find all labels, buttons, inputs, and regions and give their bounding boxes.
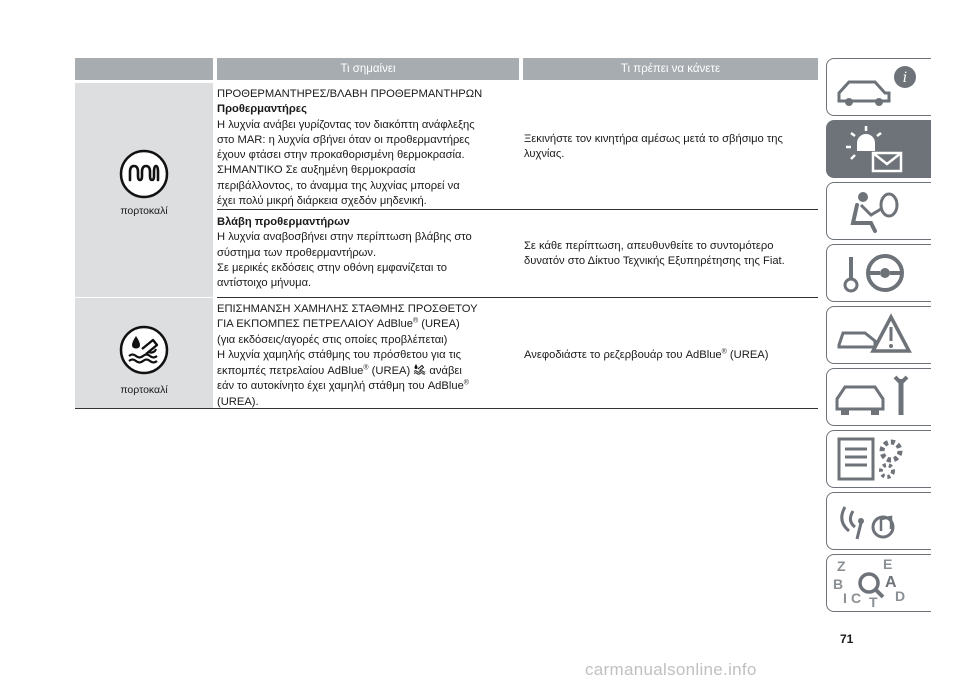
meaning-text: ΕΠΙΣΗΜΑΝΣΗ ΧΑΜΗΛΗΣ ΣΤΑΘΜΗΣ ΠΡΟΣΘΕΤΟΥ ΓΙΑ ΕΚΠΟΜΠΕΣ ΠΕΤΡΕΛΑΙΟΥ AdBlue® (UREA) (για εκδόσεις/αγορές στις οποίες προβλέπεται) Η λυχνία χαμηλής στάθμης του πρόσθετου για τις εκπομπές πετρελαίου AdBlue® (UREA) ανάβει εάν το αυτοκίνητο έχει χαμηλή στάθμη του AdBlue® (UREA). — [217, 303, 478, 408]
tab-warning-lights[interactable] — [826, 120, 931, 178]
technical-data-icon — [827, 431, 931, 487]
car-wrench-icon — [827, 369, 931, 425]
action-text: Ξεκινήστε τον κινητήρα αμέσως μετά το σβήσιμο της λυχνίας. — [524, 133, 783, 161]
table-row-adblue — [75, 298, 818, 408]
adblue-inline-icon — [413, 363, 426, 375]
tab-maintenance[interactable] — [826, 368, 931, 426]
action-text: Σε κάθε περίπτωση, απευθυνθείτε το συντομότερο δυνατόν στο Δίκτυο Τεχνικής Εξυπηρέτησης της Fiat. — [524, 240, 785, 268]
multimedia-icon — [827, 493, 931, 549]
watermark: carmanualsonline.info — [585, 660, 757, 679]
index-letter: C — [851, 590, 862, 606]
icon-color-label: πορτοκαλί — [120, 205, 168, 217]
index-letter: D — [895, 588, 906, 604]
header-action: Τι πρέπει να κάνετε — [523, 58, 818, 80]
svg-text:i: i — [902, 70, 908, 86]
header-meaning: Τι σημαίνει — [217, 58, 519, 80]
index-letter: T — [869, 594, 878, 610]
page-number: 71 — [840, 632, 854, 646]
tab-technical-data[interactable] — [826, 430, 931, 488]
index-letter: I — [843, 590, 847, 606]
warning-light-icon — [827, 121, 931, 177]
car-info-icon — [827, 59, 931, 115]
tab-index[interactable] — [826, 554, 931, 612]
index-letter: E — [883, 556, 893, 572]
index-letter: A — [885, 574, 897, 591]
table-bottom-line — [75, 408, 818, 409]
tab-safety[interactable] — [826, 182, 931, 240]
icon-color-label: πορτοκαλί — [120, 384, 168, 396]
action-text: Ανεφοδιάστε το ρεζερβουάρ του AdBlue® (UREA) — [524, 348, 769, 361]
header-blank-cell — [75, 58, 213, 80]
tab-car-info[interactable] — [826, 58, 931, 116]
adblue-icon — [119, 325, 169, 375]
tab-starting-driving[interactable] — [826, 244, 931, 302]
emergency-triangle-icon — [827, 307, 931, 363]
icon-cell — [75, 83, 213, 297]
airbag-seat-icon — [827, 183, 931, 239]
table-row-glow-plugs — [75, 83, 818, 297]
meaning-text: ΠΡΟΘΕΡΜΑΝΤΗΡΕΣ/ΒΛΑΒΗ ΠΡΟΘΕΡΜΑΝΤΗΡΩΝ Προθερμαντήρες Η λυχνία ανάβει γυρίζοντας τον διακόπτη ανάφλεξης στο MAR: η λυχνία σβήνει όταν οι προθερμαντήρες έχουν φτάσει στην προκαθορισμένη θερμοκρασία. ΣΗΜΑΝΤΙΚΟ Σε αυξημένη θερμοκρασία περιβάλλοντος, το άναμμα της λυχνίας μπορεί να έχει πολύ μικρή διάρκεια σχεδόν μηδενική. — [217, 88, 483, 208]
tab-multimedia[interactable] — [826, 492, 931, 550]
index-letter: B — [833, 576, 844, 592]
index-letter: Z — [837, 558, 846, 574]
steering-wheel-icon — [827, 245, 931, 301]
alphabetical-index-icon — [827, 555, 931, 611]
tab-emergency[interactable] — [826, 306, 931, 364]
meaning-text: Βλάβη προθερμαντήρων Η λυχνία αναβοσβήνει στην περίπτωση βλάβης στο σύστημα των προθερμαντήρων. Σε μερικές εκδόσεις στην οθόνη εμφανίζεται το αντίστοιχο μήνυμα. — [217, 216, 472, 290]
glow-plug-icon — [119, 149, 169, 199]
icon-cell — [75, 298, 213, 408]
row-divider — [217, 209, 818, 210]
